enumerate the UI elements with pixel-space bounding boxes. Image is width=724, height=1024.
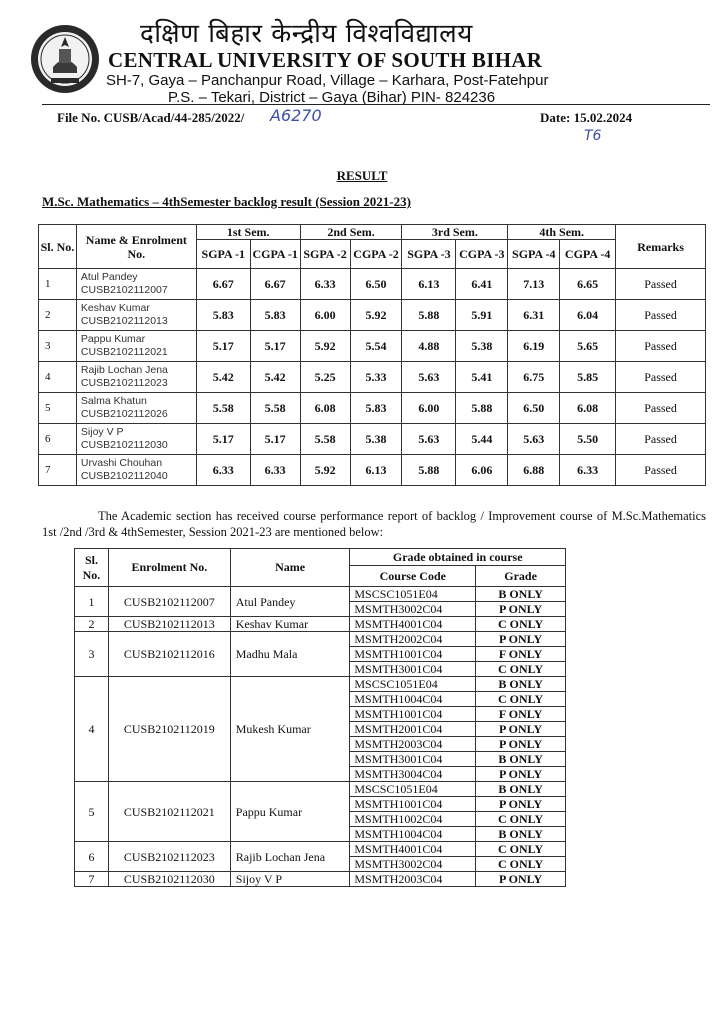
- cgpa-value: 6.50: [350, 269, 402, 300]
- enrolment-number: CUSB2102112021: [108, 782, 230, 842]
- remarks-value: Passed: [616, 362, 706, 393]
- cgpa-value: 6.67: [250, 269, 300, 300]
- sgpa-value: 6.00: [402, 393, 456, 424]
- grade-value: P ONLY: [476, 767, 566, 782]
- table-row: [39, 300, 706, 331]
- grade-value: C ONLY: [476, 617, 566, 632]
- header-remarks: Remarks: [616, 225, 706, 269]
- cgpa-value: 6.33: [250, 455, 300, 486]
- sgpa-value: 6.08: [300, 393, 350, 424]
- sl-number: 2: [75, 617, 109, 632]
- table-row: [75, 677, 566, 692]
- student-name: Salma Khatun: [80, 395, 147, 407]
- result-table-title: M.Sc. Mathematics – 4thSemester backlog result (Session 2021-23): [42, 194, 411, 209]
- student-name: Sijoy V P: [80, 426, 124, 438]
- sgpa-value: 5.17: [196, 331, 250, 362]
- sl-number: 6: [39, 424, 77, 455]
- header-grade-group: Grade obtained in course: [350, 549, 566, 566]
- header-name: Name & Enrolment No.: [76, 225, 196, 269]
- sl-number: 7: [39, 455, 77, 486]
- enrolment-number: CUSB2102112030: [80, 439, 168, 451]
- header-course-code: Course Code: [350, 566, 476, 587]
- sgpa-value: 6.67: [196, 269, 250, 300]
- header-sem1: 1st Sem.: [196, 225, 300, 240]
- remarks-value: Passed: [616, 424, 706, 455]
- cgpa-value: 5.92: [350, 300, 402, 331]
- result-heading: RESULT: [336, 168, 388, 183]
- table-row: [75, 872, 566, 887]
- cgpa-value: 6.13: [350, 455, 402, 486]
- sgpa-value: 5.63: [402, 362, 456, 393]
- cgpa-value: 5.85: [560, 362, 616, 393]
- student-name: Rajib Lochan Jena: [230, 842, 350, 872]
- table-row: [39, 331, 706, 362]
- enrolment-number: CUSB2102112013: [80, 315, 168, 327]
- sgpa-value: 6.33: [196, 455, 250, 486]
- grade-value: P ONLY: [476, 722, 566, 737]
- file-number: File No. CUSB/Acad/44-285/2022/: [57, 110, 245, 125]
- sgpa-value: 6.13: [402, 269, 456, 300]
- sgpa-value: 5.42: [196, 362, 250, 393]
- course-code: MSMTH4001C04: [350, 617, 476, 632]
- header-cgpa2: CGPA -2: [350, 240, 402, 269]
- grade-value: B ONLY: [476, 677, 566, 692]
- sgpa-value: 5.25: [300, 362, 350, 393]
- header-cgpa3: CGPA -3: [456, 240, 508, 269]
- grade-value: P ONLY: [476, 872, 566, 887]
- sgpa-value: 5.58: [196, 393, 250, 424]
- enrolment-number: CUSB2102112007: [108, 587, 230, 617]
- header-name: Name: [230, 549, 350, 587]
- enrolment-number: CUSB2102112021: [80, 346, 168, 358]
- table-row: [75, 782, 566, 797]
- sgpa-value: 7.13: [508, 269, 560, 300]
- cgpa-value: 6.06: [456, 455, 508, 486]
- cgpa-value: 6.04: [560, 300, 616, 331]
- university-name-hindi: दक्षिण बिहार केन्द्रीय विश्वविद्यालय: [140, 19, 473, 49]
- sgpa-value: 4.88: [402, 331, 456, 362]
- sgpa-value: 6.19: [508, 331, 560, 362]
- grade-value: F ONLY: [476, 707, 566, 722]
- student-cell: [76, 362, 196, 393]
- student-cell: [76, 331, 196, 362]
- student-cell: [76, 300, 196, 331]
- student-name: Sijoy V P: [230, 872, 350, 887]
- sl-number: 4: [75, 677, 109, 782]
- table-row: [75, 842, 566, 857]
- grade-value: C ONLY: [476, 842, 566, 857]
- grade-value: C ONLY: [476, 662, 566, 677]
- enrolment-number: CUSB2102112026: [80, 408, 168, 420]
- sgpa-value: 5.88: [402, 455, 456, 486]
- grade-value: F ONLY: [476, 647, 566, 662]
- sgpa-value: 6.50: [508, 393, 560, 424]
- header-sem2: 2nd Sem.: [300, 225, 402, 240]
- header-cgpa1: CGPA -1: [250, 240, 300, 269]
- sgpa-value: 5.17: [196, 424, 250, 455]
- cgpa-value: 5.38: [456, 331, 508, 362]
- cgpa-value: 5.83: [250, 300, 300, 331]
- grade-value: C ONLY: [476, 812, 566, 827]
- header-sgpa3: SGPA -3: [402, 240, 456, 269]
- cgpa-value: 5.50: [560, 424, 616, 455]
- cgpa-value: 5.17: [250, 331, 300, 362]
- cgpa-value: 6.41: [456, 269, 508, 300]
- student-cell: [76, 424, 196, 455]
- remarks-value: Passed: [616, 269, 706, 300]
- grade-value: C ONLY: [476, 857, 566, 872]
- enrolment-number: CUSB2102112023: [80, 377, 168, 389]
- address-line-1: SH-7, Gaya – Panchanpur Road, Village – Karhara, Post-Fatehpur: [106, 72, 549, 89]
- sgpa-value: 5.63: [508, 424, 560, 455]
- header-sgpa2: SGPA -2: [300, 240, 350, 269]
- grade-value: P ONLY: [476, 737, 566, 752]
- student-name: Rajib Lochan Jena: [80, 364, 168, 376]
- student-cell: [76, 393, 196, 424]
- header-sem3: 3rd Sem.: [402, 225, 508, 240]
- sgpa-value: 5.92: [300, 331, 350, 362]
- course-code: MSMTH2003C04: [350, 872, 476, 887]
- student-name: Pappu Kumar: [230, 782, 350, 842]
- cgpa-value: 5.88: [456, 393, 508, 424]
- grade-value: P ONLY: [476, 602, 566, 617]
- course-grade-table: [74, 548, 566, 887]
- student-cell: [76, 269, 196, 300]
- course-code: MSCSC1051E04: [350, 587, 476, 602]
- student-name: Keshav Kumar: [230, 617, 350, 632]
- cgpa-value: 6.33: [560, 455, 616, 486]
- course-code: MSMTH2001C04: [350, 722, 476, 737]
- header-sem4: 4th Sem.: [508, 225, 616, 240]
- university-seal-icon: [29, 23, 101, 95]
- sl-number: 5: [75, 782, 109, 842]
- header-sgpa4: SGPA -4: [508, 240, 560, 269]
- table-row: [75, 632, 566, 647]
- table-row: [39, 393, 706, 424]
- sgpa-value: 5.63: [402, 424, 456, 455]
- cgpa-value: 5.38: [350, 424, 402, 455]
- course-code: MSMTH1001C04: [350, 797, 476, 812]
- address-line-2: P.S. – Tekari, District – Gaya (Bihar) PIN- 824236: [168, 89, 496, 106]
- sgpa-value: 6.88: [508, 455, 560, 486]
- table-row: [39, 362, 706, 393]
- backlog-result-table: [38, 224, 706, 486]
- sgpa-value: 6.75: [508, 362, 560, 393]
- course-code: MSMTH1004C04: [350, 827, 476, 842]
- sl-number: 7: [75, 872, 109, 887]
- student-name: Urvashi Chouhan: [80, 457, 163, 469]
- header-cgpa4: CGPA -4: [560, 240, 616, 269]
- grade-value: B ONLY: [476, 782, 566, 797]
- course-code: MSMTH4001C04: [350, 842, 476, 857]
- cgpa-value: 5.65: [560, 331, 616, 362]
- cgpa-value: 5.17: [250, 424, 300, 455]
- student-cell: [76, 455, 196, 486]
- remarks-value: Passed: [616, 331, 706, 362]
- sl-number: 5: [39, 393, 77, 424]
- header-divider: [42, 104, 710, 105]
- cgpa-value: 6.65: [560, 269, 616, 300]
- grade-value: C ONLY: [476, 692, 566, 707]
- file-number-handwritten: A6270: [270, 106, 322, 125]
- sgpa-value: 5.92: [300, 455, 350, 486]
- enrolment-number: CUSB2102112030: [108, 872, 230, 887]
- sl-number: 2: [39, 300, 77, 331]
- course-code: MSMTH3001C04: [350, 662, 476, 677]
- course-performance-paragraph: The Academic section has received course performance report of backlog / Improvement course of M.Sc.Mathematics 1st /2nd /3rd & 4thSemester, Session 2021-23 are mentioned below:: [42, 509, 706, 539]
- course-code: MSMTH1004C04: [350, 692, 476, 707]
- grade-value: P ONLY: [476, 632, 566, 647]
- sl-number: 1: [75, 587, 109, 617]
- grade-value: B ONLY: [476, 752, 566, 767]
- header-sl: Sl. No.: [39, 225, 77, 269]
- sl-number: 6: [75, 842, 109, 872]
- course-code: MSCSC1051E04: [350, 677, 476, 692]
- sgpa-value: 6.00: [300, 300, 350, 331]
- table-row: [39, 455, 706, 486]
- grade-value: P ONLY: [476, 797, 566, 812]
- student-name: Atul Pandey: [80, 271, 138, 283]
- header-enrolment: Enrolment No.: [108, 549, 230, 587]
- student-name: Pappu Kumar: [80, 333, 146, 345]
- student-name: Keshav Kumar: [80, 302, 150, 314]
- sgpa-value: 5.58: [300, 424, 350, 455]
- enrolment-number: CUSB2102112019: [108, 677, 230, 782]
- sl-number: 3: [75, 632, 109, 677]
- sl-number: 4: [39, 362, 77, 393]
- enrolment-number: CUSB2102112013: [108, 617, 230, 632]
- enrolment-number: CUSB2102112016: [108, 632, 230, 677]
- remarks-value: Passed: [616, 300, 706, 331]
- sgpa-value: 6.31: [508, 300, 560, 331]
- cgpa-value: 5.41: [456, 362, 508, 393]
- cgpa-value: 5.33: [350, 362, 402, 393]
- course-code: MSMTH3002C04: [350, 857, 476, 872]
- enrolment-number: CUSB2102112023: [108, 842, 230, 872]
- table-row: [39, 269, 706, 300]
- document-date: Date: 15.02.2024: [540, 110, 633, 125]
- remarks-value: Passed: [616, 393, 706, 424]
- sgpa-value: 5.88: [402, 300, 456, 331]
- sl-number: 1: [39, 269, 77, 300]
- cgpa-value: 5.54: [350, 331, 402, 362]
- cgpa-value: 5.44: [456, 424, 508, 455]
- student-name: Madhu Mala: [230, 632, 350, 677]
- remarks-value: Passed: [616, 455, 706, 486]
- sgpa-value: 6.33: [300, 269, 350, 300]
- date-handwritten: T6: [584, 128, 602, 144]
- cgpa-value: 6.08: [560, 393, 616, 424]
- header-sgpa1: SGPA -1: [196, 240, 250, 269]
- course-code: MSMTH2003C04: [350, 737, 476, 752]
- header-sl: Sl. No.: [75, 549, 109, 587]
- student-name: Atul Pandey: [230, 587, 350, 617]
- grade-value: B ONLY: [476, 827, 566, 842]
- course-code: MSMTH1001C04: [350, 707, 476, 722]
- cgpa-value: 5.58: [250, 393, 300, 424]
- enrolment-number: CUSB2102112040: [80, 470, 168, 482]
- table-row: [75, 587, 566, 602]
- table-row: [75, 617, 566, 632]
- student-name: Mukesh Kumar: [230, 677, 350, 782]
- course-code: MSMTH2002C04: [350, 632, 476, 647]
- university-name-english: CENTRAL UNIVERSITY OF SOUTH BIHAR: [108, 48, 543, 72]
- course-code: MSMTH3002C04: [350, 602, 476, 617]
- cgpa-value: 5.42: [250, 362, 300, 393]
- enrolment-number: CUSB2102112007: [80, 284, 168, 296]
- course-code: MSCSC1051E04: [350, 782, 476, 797]
- cgpa-value: 5.91: [456, 300, 508, 331]
- cgpa-value: 5.83: [350, 393, 402, 424]
- course-code: MSMTH3001C04: [350, 752, 476, 767]
- grade-value: B ONLY: [476, 587, 566, 602]
- sl-number: 3: [39, 331, 77, 362]
- course-code: MSMTH1002C04: [350, 812, 476, 827]
- course-code: MSMTH1001C04: [350, 647, 476, 662]
- header-grade: Grade: [476, 566, 566, 587]
- table-row: [39, 424, 706, 455]
- course-code: MSMTH3004C04: [350, 767, 476, 782]
- sgpa-value: 5.83: [196, 300, 250, 331]
